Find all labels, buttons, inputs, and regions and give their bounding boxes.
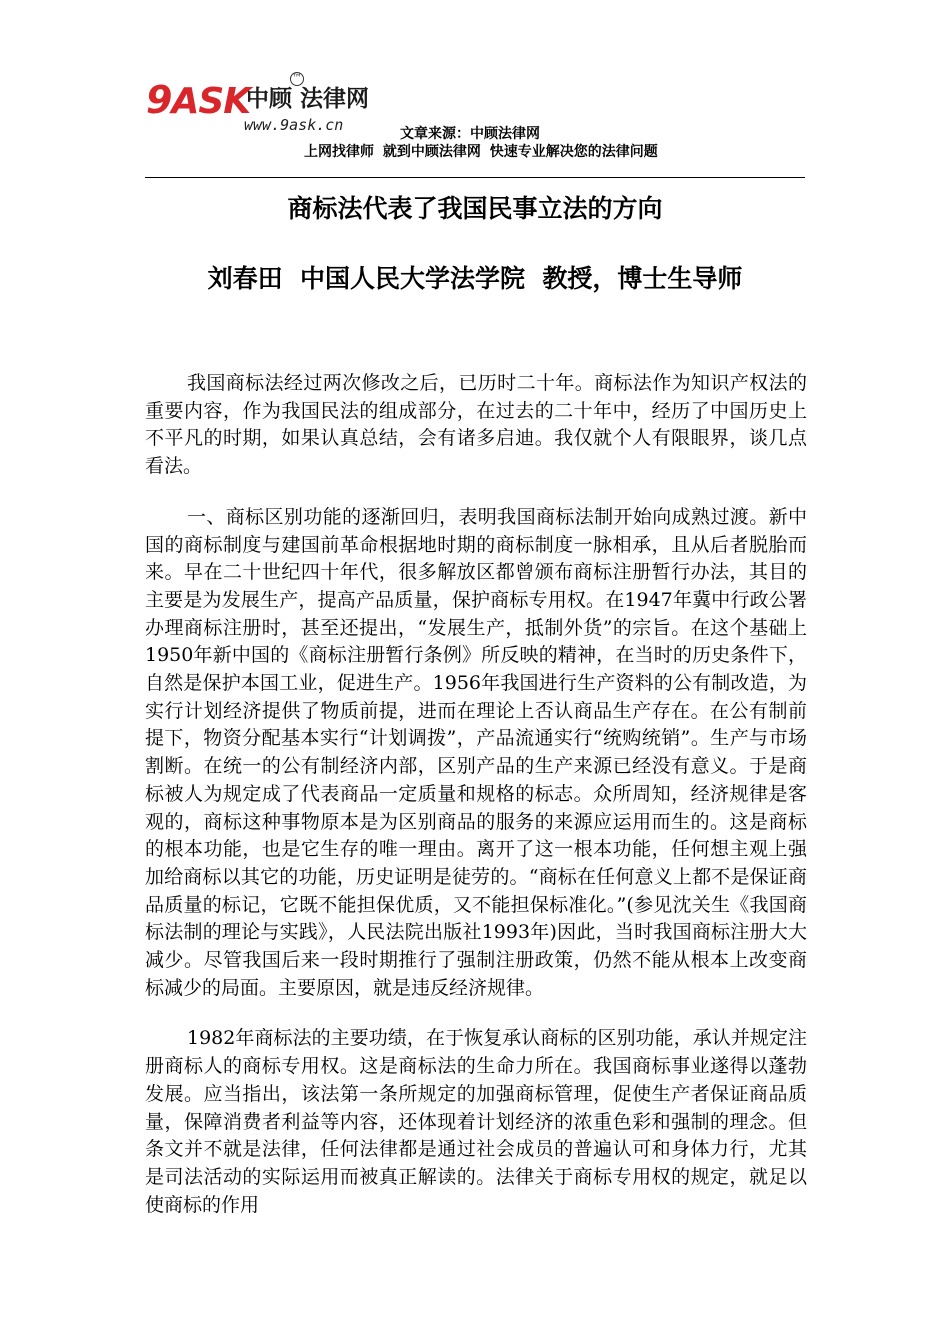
trademark-icon: ™ — [292, 73, 302, 84]
article-title: 商标法代表了我国民事立法的方向 — [287, 194, 663, 223]
header-divider — [145, 177, 805, 178]
logo-mark — [146, 78, 250, 124]
article-body — [145, 370, 807, 1242]
site-slogan: 上网找律师 就到中顾法律网 快速专业解决您的法律问题 — [304, 144, 658, 160]
article-source: 文章来源：中顾法律网 — [400, 126, 540, 142]
paragraph-section-one: 一、商标区别功能的逐渐回归，表明我国商标法制开始向成熟过渡。新中国的商标制度与建国前革命根据地时期的商标制度一脉相承，且从后者脱胎而来。早在二十世纪四十年代，很多解放区都曾颁布商标注册暂行办法，其目的主要是为发展生产，提高产品质量，保护商标专用权。在1947年冀中行政公署办理商标注册时，甚至还提出，“发展生产，抵制外货”的宗旨。在这个基础上1950年新中国的《商标注册暂行条例》所反映的精神，在当时的历史条件下，自然是保护本国工业，促进生产。1956年我国进行生产资料的公有制改造，为实行计划经济提供了物质前提，进而在理论上否认商品生产存在。在公有制前提下，物资分配基本实行“计划调拨”，产品流通实行“统购统销”。生产与市场割断。在统一的公有制经济内部，区别产品的生产来源已经没有意义。于是商标被人为规定成了代表商品一定质量和规格的标志。众所周知，经济规律是客观的，商标这种事物原本是为区别商品的服务的来源应运用而生的。这是商标的根本功能，也是它生存的唯一理由。离开了这一根本功能，任何想主观上强加给商标以其它的功能，历史证明是徒劳的。“商标在任何意义上都不是保证商品质量的标记，它既不能担保优质，又不能担保标准化。”(参见沈关生《我国商标法制的理论与实践》，人民法院出版社1993年)因此，当时我国商标注册大大减少。尽管我国后来一段时期推行了强制注册政策，仍然不能从根本上改变商标减少的局面。主要原因，就是违反经济规律。 — [145, 505, 807, 999]
logo-ask: ASK — [171, 81, 251, 122]
article-author: 刘春田 中国人民大学法学院 教授，博士生导师 — [207, 264, 743, 293]
paragraph-1982-law: 1982年商标法的主要功绩，在于恢复承认商标的区别功能，承认并规定注册商标人的商标专用权。这是商标法的生命力所在。我国商标事业遂得以蓬勃发展。应当指出，该法第一条所规定的加强商标管理，促使生产者保证商品质量，保障消费者利益等内容，还体现着计划经济的浓重色彩和强制的理念。但条文并不就是法律，任何法律都是通过社会成员的普遍认可和身体力行，尤其是司法活动的实际运用而被真正解读的。法律关于商标专用权的规定，就足以使商标的作用 — [145, 1027, 807, 1216]
site-logo[interactable] — [146, 73, 396, 140]
logo-brand-name: 中顾 法律网 — [246, 86, 370, 112]
logo-url: www.9ask.cn — [244, 116, 344, 134]
logo-nine: 9 — [146, 78, 172, 122]
paragraph-intro: 我国商标法经过两次修改之后，已历时二十年。商标法作为知识产权法的重要内容，作为我国民法的组成部分，在过去的二十年中，经历了中国历史上不平凡的时期，如果认真总结，会有诸多启迪。我仅就个人有限眼界，谈几点看法。 — [145, 372, 807, 478]
